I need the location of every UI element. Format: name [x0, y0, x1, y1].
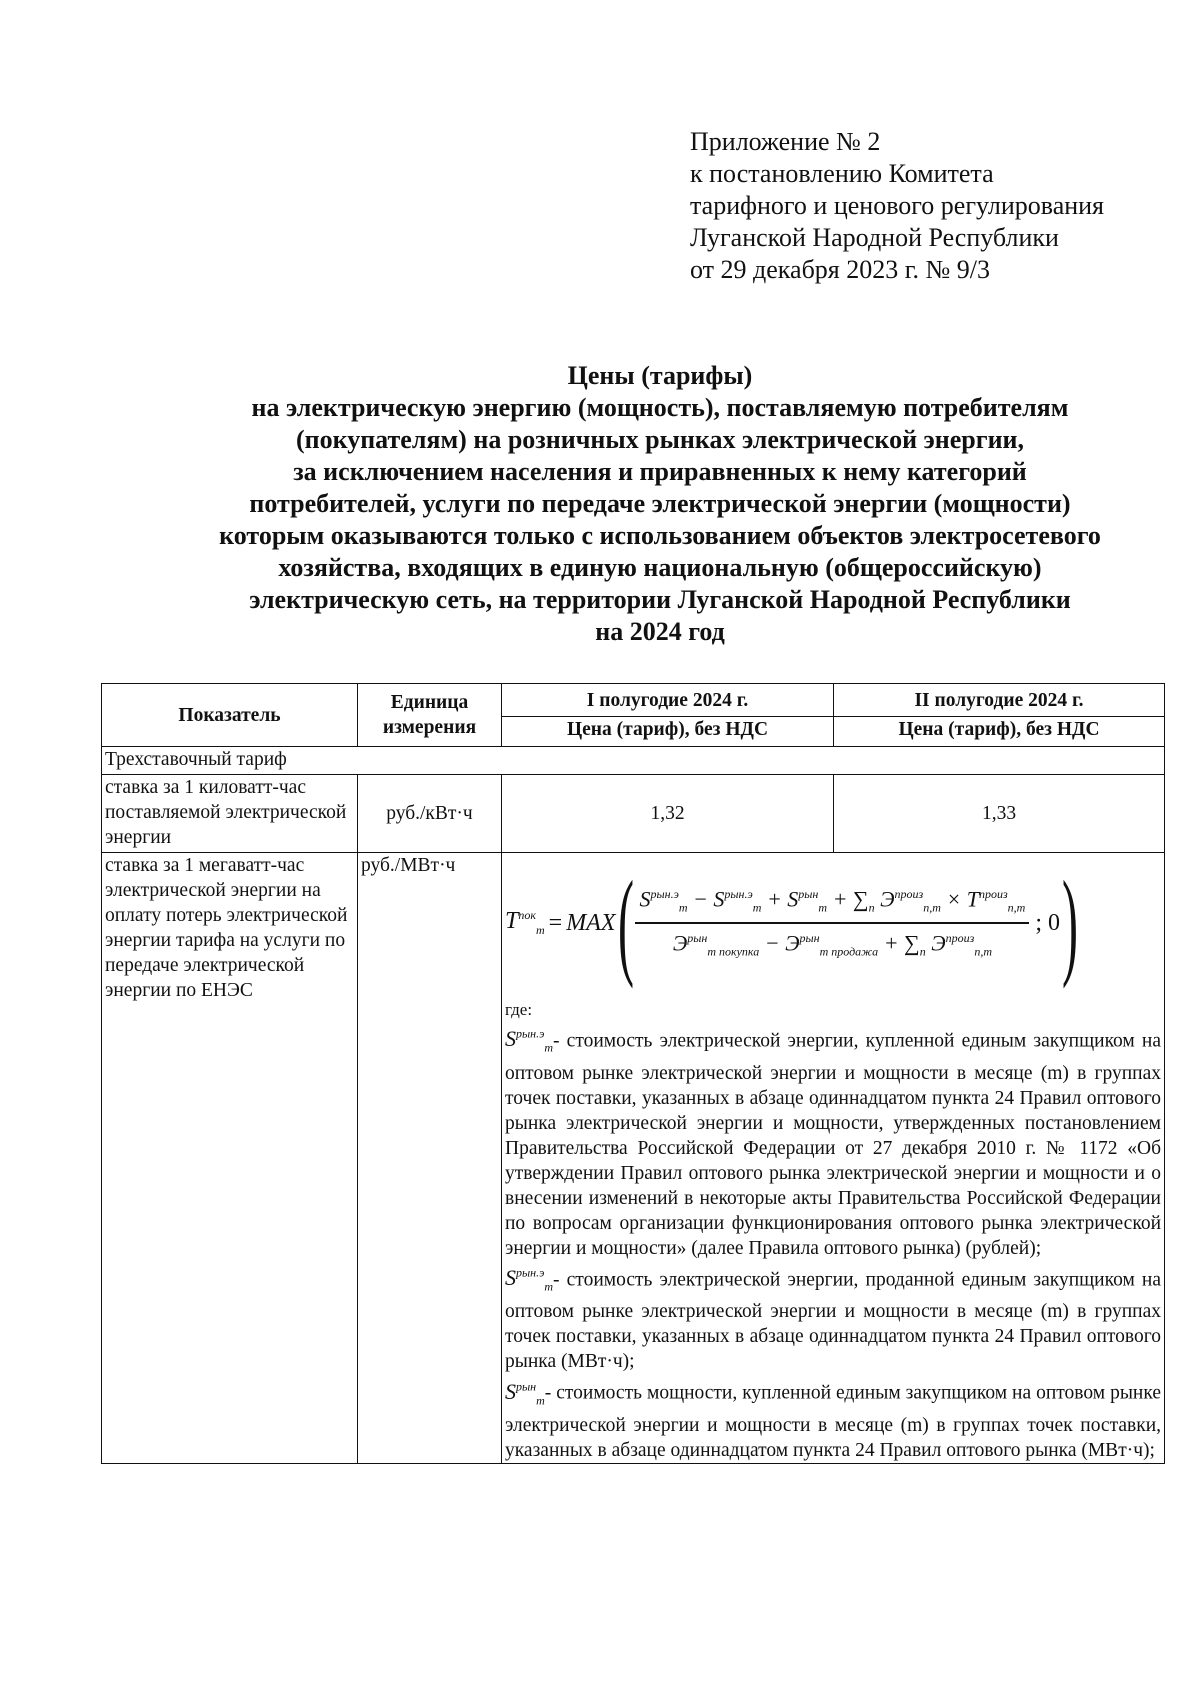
header-half2: II полугодие 2024 г.: [834, 684, 1165, 717]
row1-indicator: ставка за 1 киловатт-час поставляемой электрической энергии: [102, 775, 358, 853]
row2-unit: руб./МВт·ч: [358, 853, 502, 1464]
title-line: за исключением населения и приравненных к нему категорий: [293, 457, 1027, 486]
definition-symbol: $S^{рын}_m$: [505, 1378, 545, 1408]
definition-symbol: $S^{рын.э}_m$: [505, 1026, 554, 1055]
annex-line: тарифного и ценового регулирования: [690, 191, 1105, 220]
header-half1: I полугодие 2024 г.: [502, 684, 834, 717]
formula-numerator: $S^{рын.э}_m - S^{рын.э}_m + S^{рын}_m + \sum_n$ $Э^{произ}_{n,m} \times T^{произ}_{n,m}$: [639, 885, 1026, 915]
annex-block: [690, 126, 1104, 286]
equals-sign: =: [548, 909, 563, 936]
annex-line: от 29 декабря 2023 г. № 9/3: [690, 255, 991, 284]
title-line: на электрическую энергию (мощность), поставляемую потребителям: [251, 393, 1069, 422]
annex-line: Приложение № 2: [690, 127, 881, 156]
header-row: [102, 684, 1165, 717]
section-row: [102, 747, 1165, 775]
title-line: Цены (тарифы): [567, 361, 753, 390]
definition-item: $S^{рын.э}_m-$ стоимость электрической энергии, купленной единым закупщиком на оптовом рынке электрической энергии и мощности в месяце (m) в группах точек поставки, указанных в абзаце одиннадцатом пункта 24 Правил оптового рынка электрической энергии и мощности, утвержденных постановлением Правительства Российской Федерации от 27 декабря 2010 г. № 1172 «Об утверждении Правил оптового рынка электрической энергии и мощности и о внесении изменений в некоторые акты Правительства Российской Федерации по вопросам организации функционирования оптового рынка электрической энергии и мощности» (далее Правила оптового рынка) (рублей);: [505, 1026, 1161, 1259]
formula-denominator: $Э^{рын}_{m покупка} - Э^{рын}_{m продажа} + \sum_n$ $Э^{произ}_{n,m}$: [672, 930, 992, 959]
row1-value1: 1,32: [502, 775, 834, 853]
definition-item: $S^{рын}_m-$ стоимость мощности, купленной единым закупщиком на оптовом рынке электрической энергии и мощности в месяце (m) в группах точек поставки, указанных в абзаце одиннадцатом пункта 24 Правил оптового рынка (МВт·ч);: [505, 1378, 1161, 1462]
header-indicator: Показатель: [102, 684, 358, 747]
loss-rate-formula: [505, 853, 1161, 993]
table-row: [102, 775, 1165, 853]
header-unit: Единица измерения: [358, 684, 502, 747]
header-price1: Цена (тариф), без НДС: [502, 717, 834, 747]
right-paren: ): [1061, 856, 1078, 989]
row1-unit: руб./кВт·ч: [358, 775, 502, 853]
title-line: которым оказываются только с использованием объектов электросетевого: [219, 521, 1101, 550]
document-title: [120, 360, 1200, 648]
formula-max: MAX: [566, 909, 616, 936]
where-label: где:: [505, 1000, 533, 1019]
annex-line: к постановлению Комитета: [690, 159, 994, 188]
title-line: хозяйства, входящих в единую национальную (общероссийскую): [278, 553, 1042, 582]
formula-lhs: $T^{пок}_m$: [505, 908, 545, 937]
row2-indicator: ставка за 1 мегаватт-час электрической энергии на оплату потерь электрической энергии тарифа на услуги по передаче электрической энергии по ЕНЭС: [102, 853, 358, 1464]
left-paren: (: [617, 856, 634, 989]
title-line: на 2024 год: [595, 617, 725, 646]
table-row: [102, 853, 1165, 1464]
tariff-table: [101, 683, 1165, 1464]
definition-item: $S^{рын.э}_m-$ стоимость электрической энергии, проданной единым закупщиком на оптовом рынке электрической энергии и мощности в месяце (m) в группах точек поставки, указанных в абзаце одиннадцатом пункта 24 Правил оптового рынка (МВт·ч);: [505, 1265, 1161, 1373]
row1-value2: 1,33: [834, 775, 1165, 853]
formula-fraction: [635, 880, 1029, 967]
definition-symbol: $S^{рын.э}_m$: [505, 1265, 554, 1294]
title-line: (покупателям) на розничных рынках электрической энергии,: [295, 425, 1025, 454]
formula-cell: [502, 853, 1165, 1464]
header-price2: Цена (тариф), без НДС: [834, 717, 1165, 747]
annex-line: Луганской Народной Республики: [690, 223, 1059, 252]
formula-tail: ; 0: [1035, 909, 1060, 936]
title-line: потребителей, услуги по передаче электрической энергии (мощности): [249, 489, 1071, 518]
section-label: Трехставочный тариф: [102, 747, 1165, 775]
title-line: электрическую сеть, на территории Луганской Народной Республики: [249, 585, 1071, 614]
